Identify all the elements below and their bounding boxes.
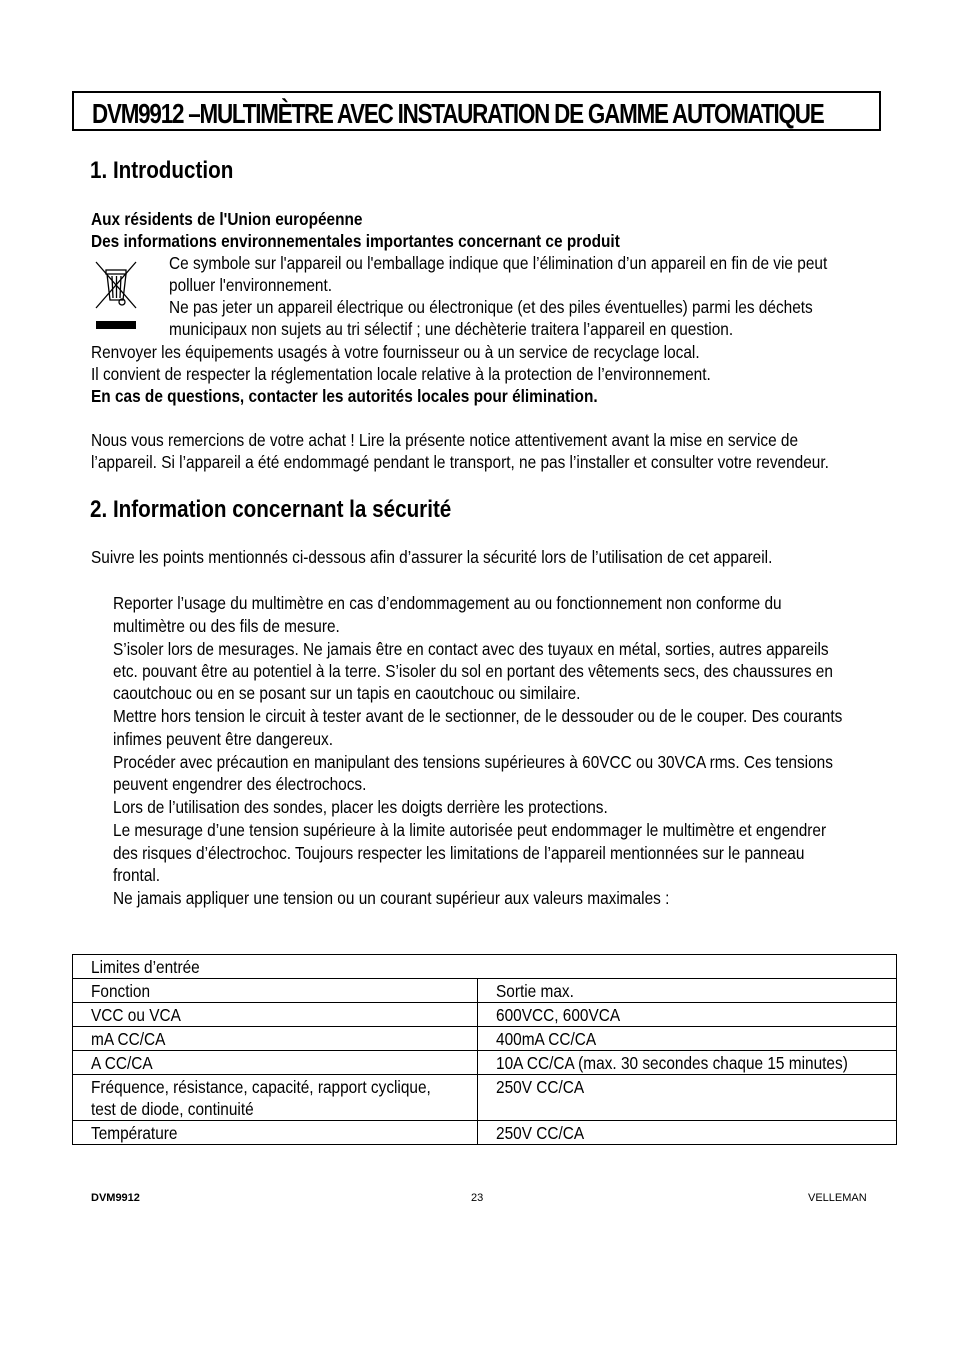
safety-item-line: multimètre ou des fils de mesure.: [113, 616, 340, 636]
table-row: [73, 1051, 897, 1075]
safety-item-line: Lors de l’utilisation des sondes, placer les doigts derrière les protections.: [113, 797, 608, 817]
table-cell: 250V CC/CA: [478, 1075, 897, 1121]
safety-item-line: infimes peuvent être dangereux.: [113, 729, 334, 749]
table-cell: mA CC/CA: [73, 1027, 478, 1051]
safety-item-line: S’isoler lors de mesurages. Ne jamais être en contact avec des tuyaux en métal, sorties, autres appareils: [113, 639, 829, 659]
return-equipment-text: Renvoyer les équipements usagés à votre fournisseur ou à un service de recyclage local.: [91, 342, 700, 362]
questions-text: En cas de questions, contacter les autorités locales pour élimination.: [91, 386, 598, 406]
table-header-cell: Sortie max.: [478, 979, 897, 1003]
safety-item-line: etc. pouvant être au potentiel à la terre. S’isoler du sol en portant des vêtements secs, des chaussures en: [113, 661, 833, 681]
safety-item-line: frontal.: [113, 865, 161, 885]
eu-residents-heading: Aux résidents de l'Union européenne: [91, 209, 363, 229]
thanks-text-line-1: Nous vous remercions de votre achat ! Lire la présente notice attentivement avant la mise en service de: [91, 430, 799, 450]
table-row: [73, 1121, 897, 1145]
environmental-info-heading: Des informations environnementales importantes concernant ce produit: [91, 231, 620, 251]
symbol-text-line-1: Ce symbole sur l'appareil ou l'emballage indique que l’élimination d’un appareil en fin de vie peut: [169, 253, 828, 273]
safety-item-line: Procéder avec précaution en manipulant des tensions supérieures à 60VCC ou 30VCA rms. Ces tensions: [113, 752, 833, 772]
table-header-cell: Fonction: [73, 979, 478, 1003]
document-title: DVM9912 –MULTIMÈTRE AVEC INSTAURATION DE GAMME AUTOMATIQUE: [92, 98, 824, 129]
input-limits-table: [72, 954, 897, 1145]
footer-page-number: 23: [471, 1192, 484, 1204]
safety-item-line: Mettre hors tension le circuit à tester avant de le sectionner, de le dessouder ou de le couper. Des courants: [113, 706, 843, 726]
symbol-text-line-2: polluer l'environnement.: [169, 275, 333, 295]
table-cell: 10A CC/CA (max. 30 secondes chaque 15 minutes): [478, 1051, 897, 1075]
safety-item-line: des risques d’électrochoc. Toujours respecter les limitations de l’appareil mentionnées sur le panneau: [113, 843, 805, 863]
regulation-text: Il convient de respecter la réglementation locale relative à la protection de l’environnement.: [91, 364, 711, 384]
symbol-text-line-4: municipaux non sujets au tri sélectif ; une déchèterie traitera l’appareil en question.: [169, 319, 734, 339]
safety-item-line: caoutchouc ou en se posant sur un tapis en caoutchouc ou similaire.: [113, 683, 581, 703]
table-cell: Température: [73, 1121, 478, 1145]
table-cell: 250V CC/CA: [478, 1121, 897, 1145]
table-caption: Limites d’entrée: [73, 955, 897, 979]
table-row: [73, 1003, 897, 1027]
table-cell: VCC ou VCA: [73, 1003, 478, 1027]
section-heading-safety: 2. Information concernant la sécurité: [90, 496, 452, 523]
title-box: [72, 91, 881, 131]
safety-item-line: peuvent engendrer des électrochocs.: [113, 774, 367, 794]
section-heading-introduction: 1. Introduction: [90, 157, 234, 184]
table-cell: Fréquence, résistance, capacité, rapport cyclique, test de diode, continuité: [73, 1075, 478, 1121]
footer-model: DVM9912: [91, 1192, 140, 1204]
symbol-text-line-3: Ne pas jeter un appareil électrique ou électronique (et des piles éventuelles) parmi les déchets: [169, 297, 813, 317]
table-caption-row: [73, 955, 897, 979]
safety-intro-text: Suivre les points mentionnés ci-dessous afin d’assurer la sécurité lors de l’utilisation de cet appareil.: [91, 547, 773, 567]
table-cell: A CC/CA: [73, 1051, 478, 1075]
table-row: [73, 1075, 897, 1121]
table-cell: 600VCC, 600VCA: [478, 1003, 897, 1027]
table-cell: 400mA CC/CA: [478, 1027, 897, 1051]
table-row: [73, 1027, 897, 1051]
safety-item-line: Reporter l’usage du multimètre en cas d’endommagement au ou fonctionnement non conforme du: [113, 593, 782, 613]
thanks-text-line-2: l’appareil. Si l’appareil a été endommagé pendant le transport, ne pas l’installer et consulter votre revendeur.: [91, 452, 829, 472]
safety-item-line: Ne jamais appliquer une tension ou un courant supérieur aux valeurs maximales :: [113, 888, 670, 908]
footer-brand: VELLEMAN: [808, 1192, 867, 1204]
weee-bin-icon: [92, 256, 140, 332]
safety-item-line: Le mesurage d’une tension supérieure à la limite autorisée peut endommager le multimètre et engendrer: [113, 820, 827, 840]
table-header-row: [73, 979, 897, 1003]
